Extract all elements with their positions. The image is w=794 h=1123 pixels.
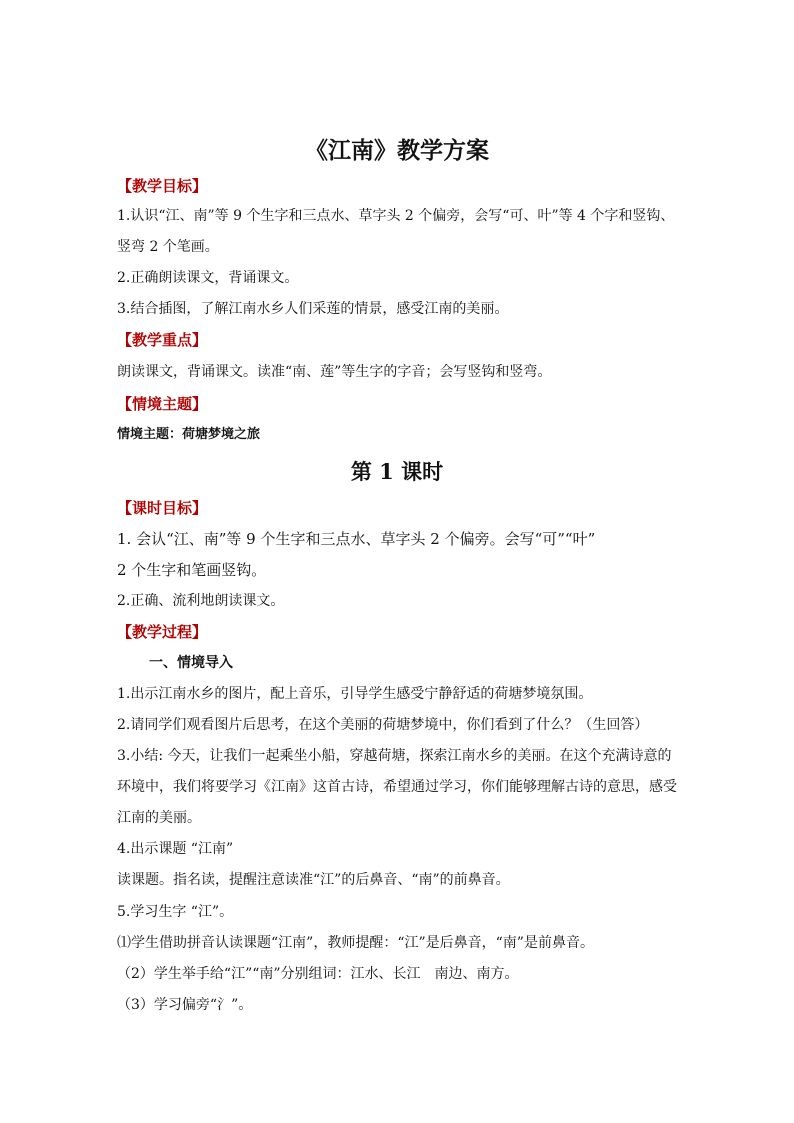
process-line: （2）学生举手给“江”“南”分别组词：江水、长江 南边、南方。	[117, 966, 519, 982]
document-title: 《江南》教学方案	[305, 137, 489, 164]
goal-line: 2.正确朗读课文，背诵课文。	[117, 270, 299, 286]
goals-heading: 【教学目标】	[117, 177, 208, 195]
lesson-title: 第 1 课时	[350, 459, 444, 484]
goal-line: 1.认识“江、南”等 9 个生字和三点水、草字头 2 个偏旁，会写“可、叶”等 4 个字和竖钩、	[117, 208, 675, 224]
process-line: 2.请同学们观看图片后思考，在这个美丽的荷塘梦境中，你们看到了什么？（生回答）	[117, 717, 649, 733]
process-line: 1.出示江南水乡的图片，配上音乐，引导学生感受宁静舒适的荷塘梦境氛围。	[117, 686, 593, 702]
section-heading: 一、情境导入	[149, 655, 233, 671]
lesson-goal-line: 2 个生字和笔画竖钩。	[117, 561, 267, 579]
process-line: 3.小结: 今天，让我们一起乘坐小船，穿越荷塘，探索江南水乡的美丽。在这个充满诗意的	[117, 748, 672, 764]
process-line: 环境中，我们将要学习《江南》这首古诗，希望通过学习，你们能够理解古诗的意思，感受	[117, 779, 677, 795]
lesson-goal-line: 1. 会认“江、南”等 9 个生字和三点水、草字头 2 个偏旁。会写“可”“叶”	[117, 530, 596, 548]
process-line: 5.学习生字 “江”。	[117, 904, 234, 920]
goal-line: 竖弯 2 个笔画。	[117, 239, 219, 255]
goal-line: 3.结合插图，了解江南水乡人们采莲的情景，感受江南的美丽。	[117, 301, 509, 317]
process-line: 江南的美丽。	[117, 810, 201, 826]
process-line: （3）学习偏旁“氵”。	[117, 997, 253, 1013]
process-line: 读课题。指名读，提醒注意读准“江”的后鼻音、“南”的前鼻音。	[117, 872, 510, 888]
theme-text: 情境主题：荷塘梦境之旅	[117, 427, 261, 442]
focus-text: 朗读课文，背诵课文。读准“南、莲”等生字的字音；会写竖钩和竖弯。	[117, 364, 552, 380]
process-line: ⑴学生借助拼音认读课题“江南”，教师提醒：“江”是后鼻音，“南”是前鼻音。	[117, 935, 594, 951]
theme-heading: 【情境主题】	[117, 395, 208, 413]
lesson-goal-line: 2.正确、流利地朗读课文。	[117, 593, 285, 609]
process-heading: 【教学过程】	[117, 623, 208, 641]
process-line: 4.出示课题 “江南”	[117, 841, 234, 857]
focus-heading: 【教学重点】	[117, 331, 208, 349]
lesson-goals-heading: 【课时目标】	[117, 499, 208, 517]
